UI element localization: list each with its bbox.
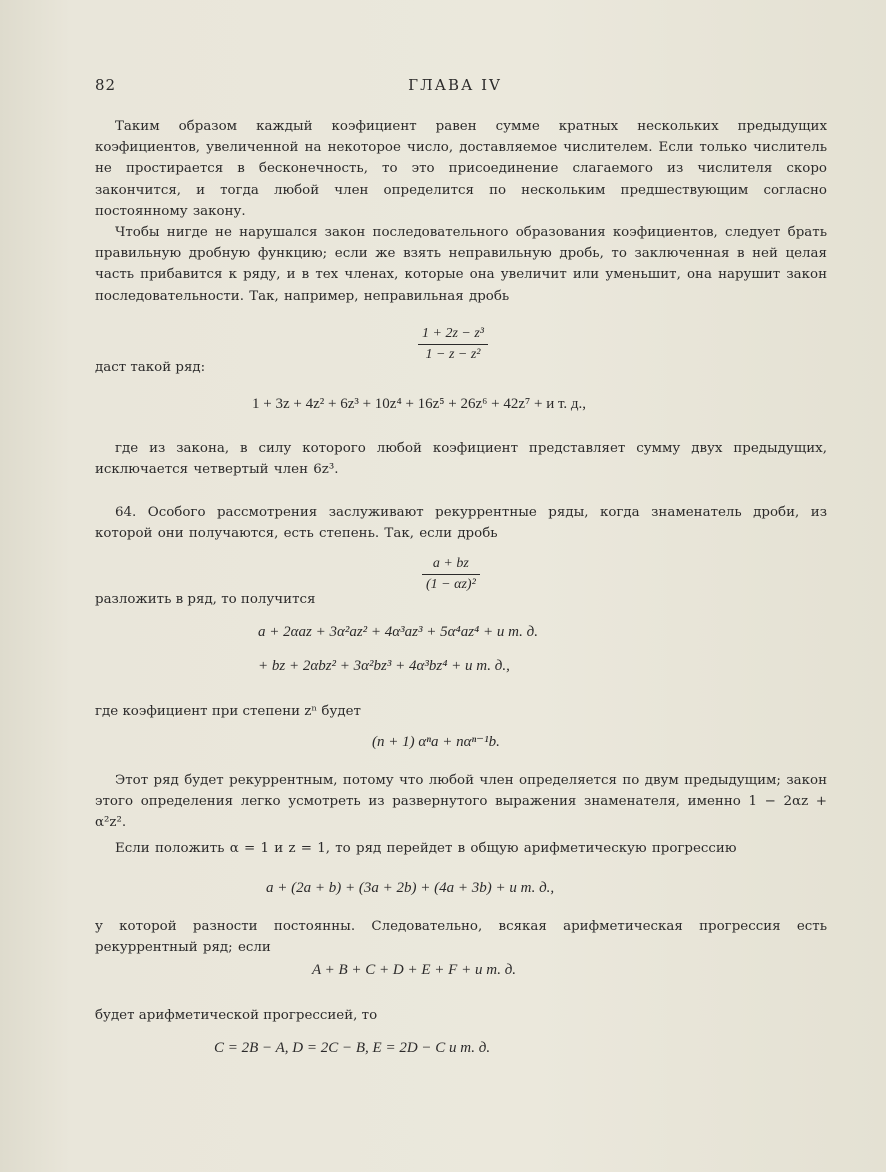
fraction-2 (422, 556, 480, 593)
paragraph-9: Если положить α = 1 и z = 1, то ряд перейдет в общую арифметическую прогрессию (115, 841, 737, 856)
fraction-1-numerator: 1 + 2z − z³ (422, 326, 484, 341)
paragraph-5-section-64: 64. Особого рассмотрения заслуживают рекуррентные ряды, когда знаменатель дроби, из которой они получаются, есть степень. Так, если дробь (95, 505, 827, 542)
series-1: 1 + 3z + 4z² + 6z³ + 10z⁴ + 16z⁵ + 26z⁶ + 42z⁷ + и т. д., (252, 396, 587, 412)
paragraph-2: Чтобы нигде не нарушался закон последовательного образования коэфициентов, следует брать правильную дробную функцию; если же взять неправильную дробь, то заключенная в ней целая часть прибавится к ряду, и в тех членах, которые она увеличит или уменьшит, она нарушит закон последовательности. Так, например, неправильная дробь (95, 225, 827, 304)
difference-formula: C = 2B − A, D = 2C − B, E = 2D − C и т. д. (214, 1040, 491, 1056)
paragraph-11: будет арифметической прогрессией, то (95, 1008, 378, 1023)
paragraph-7: где коэфициент при степени zⁿ будет (95, 704, 361, 719)
series-2-line-2: + bz + 2αbz² + 3α²bz³ + 4α³bz⁴ + и т. д., (258, 658, 510, 674)
chapter-title: ГЛАВА IV (408, 76, 502, 94)
paragraph-8: Этот ряд будет рекуррентным, потому что любой член определяется по двум предыдущим; закон этого определения легко усмотреть из развернутого выражения знаменателя, именно 1 − 2αz + α²z². (95, 773, 827, 831)
series-4: A + B + C + D + E + F + и т. д. (312, 962, 517, 978)
page-number: 82 (95, 76, 117, 94)
paragraph-6: разложить в ряд, то получится (95, 592, 316, 607)
paragraph-4: где из закона, в силу которого любой коэфициент представляет сумму двух предыдущих, исключается четвертый член 6z³. (95, 441, 827, 478)
fraction-1-denominator: 1 − z − z² (425, 347, 481, 362)
series-3: a + (2a + b) + (3a + 2b) + (4a + 3b) + и т. д., (266, 880, 555, 896)
fraction-bar (418, 344, 488, 345)
paragraph-10: у которой разности постоянны. Следовательно, всякая арифметическая прогрессия есть рекуррентный ряд; если (95, 919, 827, 956)
fraction-2-denominator: (1 − αz)² (426, 577, 476, 592)
series-2-line-1: a + 2αaz + 3α²az² + 4α³az³ + 5α⁴az⁴ + и т. д. (258, 624, 538, 640)
coefficient-formula: (n + 1) αⁿa + nαⁿ⁻¹b. (372, 734, 500, 750)
fraction-2-numerator: a + bz (432, 556, 469, 571)
fraction-bar (422, 574, 480, 575)
paragraph-1: Таким образом каждый коэфициент равен сумме кратных нескольких предыдущих коэфициентов, увеличенной на некоторое число, доставляемое числителем. Если только числитель не простирается в бесконечность, то это присоединение слагаемого из числителя скоро закончится, и тогда любой член определится по нескольким предшествующим согласно постоянному закону. (95, 119, 827, 219)
fraction-1 (418, 326, 488, 363)
running-header (95, 76, 815, 100)
paragraph-3: даст такой ряд: (95, 360, 206, 375)
